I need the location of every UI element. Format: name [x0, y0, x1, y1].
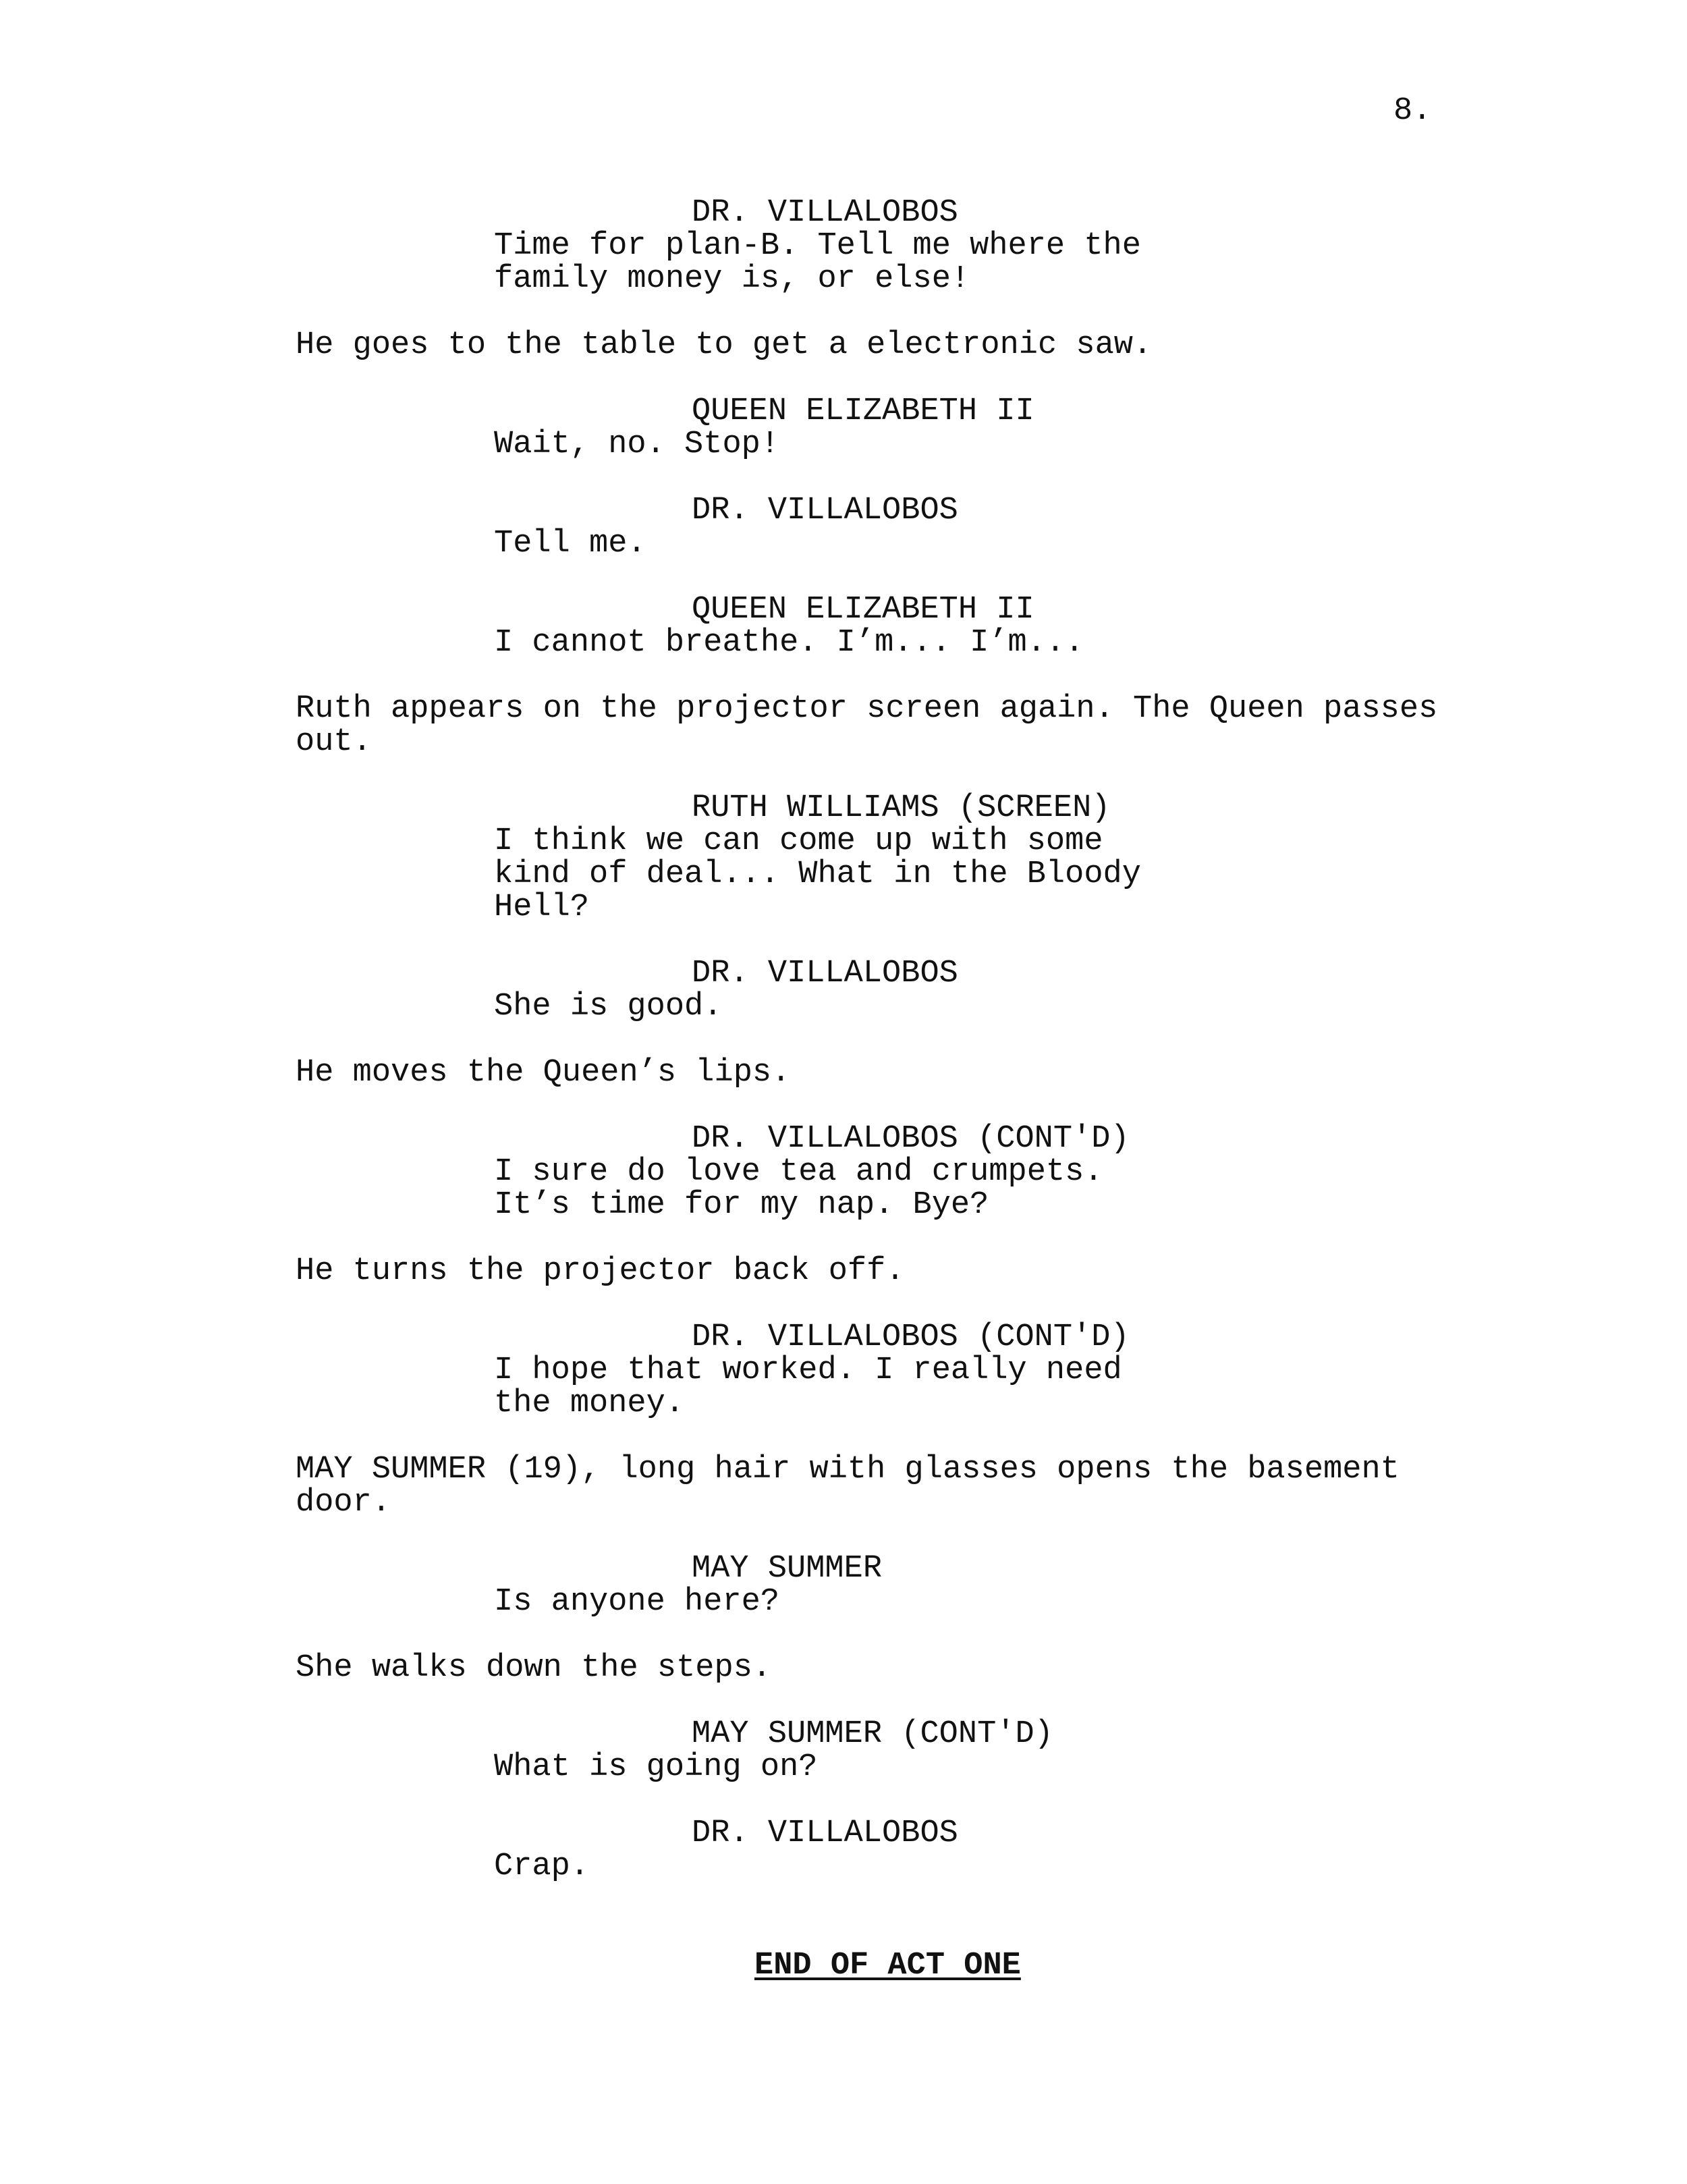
character-block: [0, 792, 1687, 825]
blank-line: [0, 296, 1687, 329]
action-line: He turns the projector back off.: [296, 1253, 905, 1289]
character-line: QUEEN ELIZABETH II: [692, 592, 1034, 628]
dialogue-line: I think we can come up with some: [494, 823, 1103, 859]
action-line: door.: [296, 1485, 391, 1521]
dialogue-line: Crap.: [494, 1849, 590, 1884]
character-line: DR. VILLALOBOS: [692, 1816, 958, 1851]
character-block: [0, 494, 1687, 527]
dialogue-block: [0, 1354, 1687, 1420]
dialogue-block: [0, 1850, 1687, 1883]
blank-line: [0, 560, 1687, 593]
dialogue-line: What is going on?: [494, 1749, 818, 1785]
blank-line: [0, 1089, 1687, 1122]
dialogue-block: [0, 527, 1687, 560]
dialogue-line: She is good.: [494, 989, 723, 1025]
dialogue-line: I sure do love tea and crumpets.: [494, 1154, 1103, 1190]
character-line: QUEEN ELIZABETH II: [692, 393, 1034, 429]
action-block: [0, 1651, 1687, 1685]
blank-line: [0, 759, 1687, 792]
script-body: [0, 196, 1687, 1982]
blank-line: [0, 1784, 1687, 1817]
character-block: [0, 957, 1687, 990]
action-line: out.: [296, 724, 372, 760]
dialogue-block: [0, 1751, 1687, 1784]
dialogue-line: kind of deal... What in the Bloody: [494, 856, 1141, 892]
character-line: RUTH WILLIAMS (SCREEN): [692, 790, 1111, 826]
character-block: [0, 1718, 1687, 1751]
dialogue-line: family money is, or else!: [494, 261, 970, 297]
character-line: DR. VILLALOBOS (CONT'D): [692, 1121, 1130, 1157]
character-block: [0, 1122, 1687, 1155]
blank-line: [0, 1222, 1687, 1255]
blank-line: [0, 1916, 1687, 1949]
dialogue-block: [0, 825, 1687, 924]
dialogue-line: Hell?: [494, 890, 590, 925]
action-line: MAY SUMMER (19), long hair with glasses opens the basement: [296, 1452, 1400, 1487]
dialogue-line: It’s time for my nap. Bye?: [494, 1187, 989, 1223]
blank-line: [0, 1288, 1687, 1321]
action-line: He moves the Queen’s lips.: [296, 1055, 791, 1091]
blank-line: [0, 461, 1687, 494]
action-block: [0, 692, 1687, 759]
dialogue-line: Is anyone here?: [494, 1584, 780, 1620]
blank-line: [0, 1023, 1687, 1056]
character-block: [0, 1552, 1687, 1585]
action-block: [0, 1056, 1687, 1089]
dialogue-line: I cannot breathe. I’m... I’m...: [494, 625, 1084, 661]
character-block: [0, 1321, 1687, 1354]
action-line: He goes to the table to get a electronic saw.: [296, 327, 1153, 363]
action-block: [0, 329, 1687, 362]
dialogue-block: [0, 428, 1687, 461]
action-line: She walks down the steps.: [296, 1650, 772, 1686]
dialogue-line: Time for plan-B. Tell me where the: [494, 228, 1141, 264]
character-block: [0, 1817, 1687, 1850]
character-line: DR. VILLALOBOS: [692, 956, 958, 991]
dialogue-block: [0, 626, 1687, 659]
character-block: [0, 395, 1687, 428]
blank-line: [0, 1420, 1687, 1453]
blank-line: [0, 924, 1687, 957]
action-block: [0, 1453, 1687, 1519]
blank-line: [0, 1618, 1687, 1651]
blank-line: [0, 1519, 1687, 1552]
blank-line: [0, 362, 1687, 395]
character-block: [0, 593, 1687, 626]
dialogue-line: Tell me.: [494, 526, 646, 562]
dialogue-block: [0, 990, 1687, 1023]
dialogue-block: [0, 229, 1687, 296]
page-number: 8.: [1393, 93, 1432, 129]
dialogue-line: I hope that worked. I really need: [494, 1353, 1122, 1388]
blank-line: [0, 1883, 1687, 1916]
character-line: DR. VILLALOBOS: [692, 195, 958, 231]
character-line: DR. VILLALOBOS (CONT'D): [692, 1319, 1130, 1355]
action-block: [0, 1255, 1687, 1288]
blank-line: [0, 1685, 1687, 1718]
dialogue-line: the money.: [494, 1386, 685, 1421]
transition-line: END OF ACT ONE: [754, 1948, 1021, 1984]
blank-line: [0, 659, 1687, 692]
dialogue-line: Wait, no. Stop!: [494, 427, 780, 462]
transition-block: [0, 1949, 1687, 1982]
dialogue-block: [0, 1155, 1687, 1222]
character-line: MAY SUMMER: [692, 1551, 883, 1587]
character-line: MAY SUMMER (CONT'D): [692, 1716, 1053, 1752]
action-line: Ruth appears on the projector screen again. The Queen passes: [296, 691, 1438, 727]
dialogue-block: [0, 1585, 1687, 1618]
character-line: DR. VILLALOBOS: [692, 493, 958, 528]
character-block: [0, 196, 1687, 229]
